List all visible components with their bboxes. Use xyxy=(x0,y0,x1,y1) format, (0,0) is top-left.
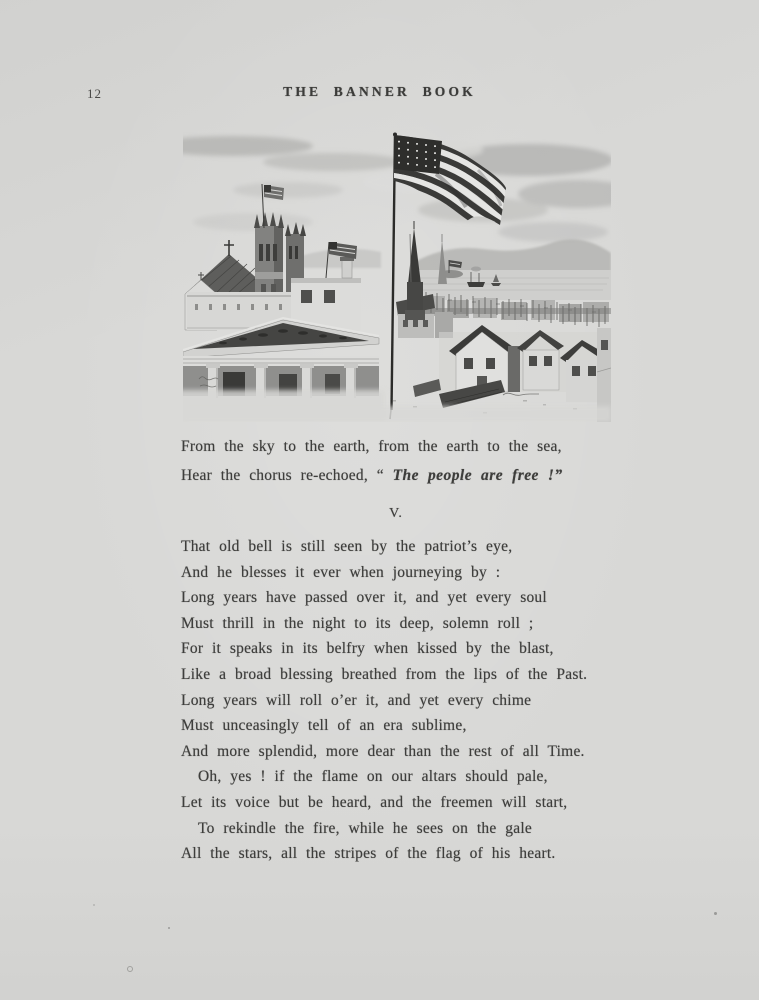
poem-line: For it speaks in its belfry when kissed by the blast, xyxy=(181,640,554,658)
poem-line: That old bell is still seen by the patriot’s eye, xyxy=(181,538,513,555)
poem-line: All the stars, all the stripes of the flag of his heart. xyxy=(181,845,556,863)
section-numeral: V. xyxy=(389,506,403,521)
couplet xyxy=(181,432,631,490)
chimney xyxy=(342,260,352,278)
illustration-engraving xyxy=(183,132,611,422)
flag-canton xyxy=(394,135,442,174)
paper-speck xyxy=(93,904,95,906)
poem-line: Oh, yes ! if the flame on our altars should pale, xyxy=(198,768,548,786)
page-header xyxy=(0,84,759,102)
paper-speck xyxy=(168,927,170,929)
poem-line: Long years have passed over it, and yet every soul xyxy=(181,589,547,607)
page-number: 12 xyxy=(87,86,102,101)
paper-speck xyxy=(127,966,133,972)
book-title: THE BANNER BOOK xyxy=(283,84,476,99)
cross-finial xyxy=(224,240,234,256)
poem-line: Let its voice but be heard, and the freemen will start, xyxy=(181,793,568,811)
poem-line: To rekindle the fire, while he sees on the gale xyxy=(198,819,533,837)
engraving-fade xyxy=(183,406,611,422)
couplet-prefix: Hear the chorus re-echoed, “ xyxy=(181,467,393,484)
poem-line: Must unceasingly tell of an era sublime, xyxy=(181,717,467,735)
poem-line: From the sky to the earth, from the earth to the sea, xyxy=(181,438,562,455)
poem-line: And more splendid, more dear than the rest of all Time. xyxy=(181,742,585,760)
paper-speck xyxy=(714,912,717,915)
poem-line: Must thrill in the night to its deep, solemn roll ; xyxy=(181,614,534,632)
couplet-italic-quote: The people are free !” xyxy=(392,467,563,484)
poem-line: Like a broad blessing breathed from the lips of the Past. xyxy=(181,665,588,683)
poem-line: Long years will roll o’er it, and yet every chime xyxy=(181,691,532,709)
stanza xyxy=(181,534,631,867)
poem-line xyxy=(181,461,631,490)
poem-line: And he blesses it ever when journeying by : xyxy=(181,563,501,581)
